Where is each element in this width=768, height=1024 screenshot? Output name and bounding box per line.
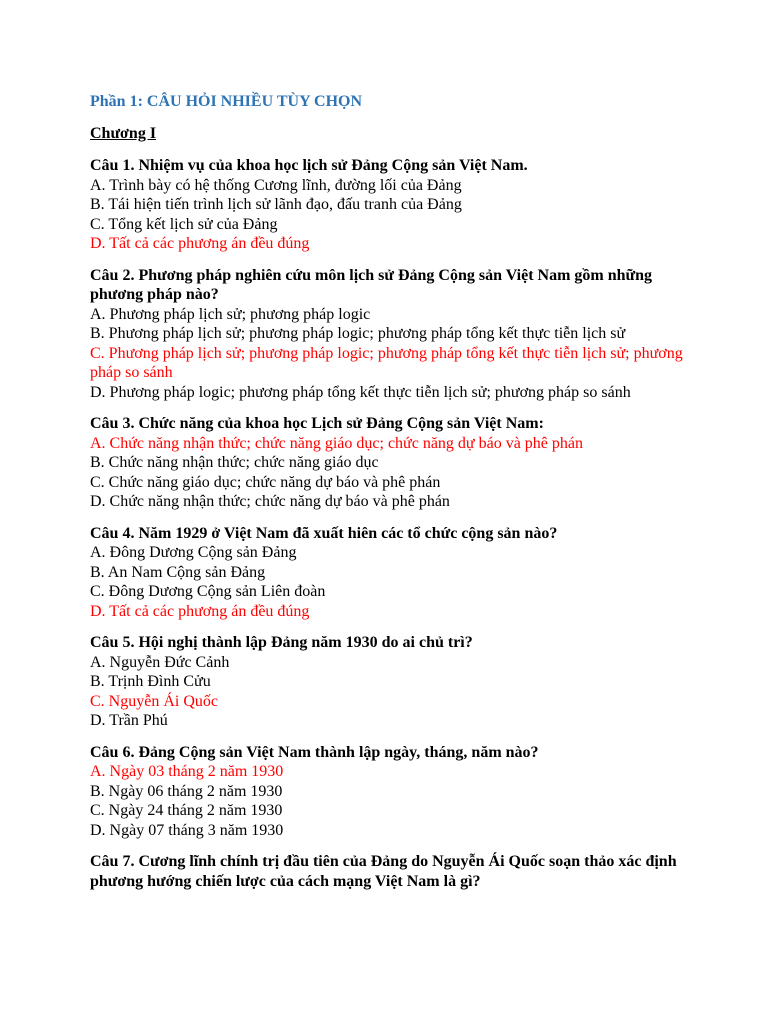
option-c-correct: C. Phương pháp lịch sử; phương pháp logic; phương pháp tổng kết thực tiễn lịch sử; phương pháp so sánh	[90, 344, 683, 381]
question-3	[90, 414, 690, 512]
question-text: Câu 2. Phương pháp nghiên cứu môn lịch sử Đảng Cộng sản Việt Nam gồm những phương pháp nào?	[90, 266, 653, 303]
document-page	[90, 92, 690, 891]
option-d: D. Ngày 07 tháng 3 năm 1930	[90, 821, 284, 839]
question-text: Câu 1. Nhiệm vụ của khoa học lịch sử Đảng Cộng sản Việt Nam.	[90, 157, 528, 174]
option-d: D. Chức năng nhận thức; chức năng dự báo và phê phán	[90, 493, 450, 510]
option-a-correct: A. Chức năng nhận thức; chức năng giáo dục; chức năng dự báo và phê phán	[90, 434, 583, 452]
option-b: B. Phương pháp lịch sử; phương pháp logic; phương pháp tổng kết thực tiễn lịch sử	[90, 325, 626, 342]
question-7	[90, 852, 690, 891]
option-a-correct: A. Ngày 03 tháng 2 năm 1930	[90, 763, 284, 780]
option-d: D. Phương pháp logic; phương pháp tổng kết thực tiễn lịch sử; phương pháp so sánh	[90, 383, 631, 401]
question-text: Câu 6. Đảng Cộng sản Việt Nam thành lập ngày, tháng, năm nào?	[90, 743, 539, 761]
question-text: Câu 5. Hội nghị thành lập Đảng năm 1930 do ai chủ trì?	[90, 634, 473, 651]
option-b: B. Chức năng nhận thức; chức năng giáo dục	[90, 454, 379, 471]
option-a: A. Nguyễn Đức Cảnh	[90, 653, 230, 671]
question-1	[90, 156, 690, 254]
section-title: Phần 1: CÂU HỎI NHIỀU TÙY CHỌN	[90, 93, 363, 110]
option-c: C. Ngày 24 tháng 2 năm 1930	[90, 802, 283, 819]
question-2	[90, 266, 690, 403]
option-a: A. Phương pháp lịch sử; phương pháp logic	[90, 305, 371, 323]
option-a: A. Đông Dương Cộng sản Đảng	[90, 544, 297, 561]
question-text: Câu 4. Năm 1929 ở Việt Nam đã xuất hiên các tổ chức cộng sản nào?	[90, 524, 558, 542]
question-text: Câu 3. Chức năng của khoa học Lịch sử Đảng Cộng sản Việt Nam:	[90, 415, 544, 432]
option-b: B. Ngày 06 tháng 2 năm 1930	[90, 782, 283, 800]
question-text: Câu 7. Cương lĩnh chính trị đầu tiên của Đảng do Nguyễn Ái Quốc soạn thảo xác định phương hướng chiến lược của cách mạng Việt Nam là gì?	[90, 853, 677, 890]
question-6	[90, 743, 690, 841]
option-b: B. An Nam Cộng sản Đảng	[90, 563, 266, 581]
option-d-correct: D. Tất cả các phương án đều đúng	[90, 602, 310, 620]
option-b: B. Tái hiện tiến trình lịch sử lãnh đạo, đấu tranh của Đảng	[90, 196, 462, 213]
option-c: C. Chức năng giáo dục; chức năng dự báo và phê phán	[90, 473, 441, 491]
question-4	[90, 524, 690, 622]
option-a: A. Trình bày có hệ thống Cương lĩnh, đường lối của Đảng	[90, 176, 462, 194]
option-c-correct: C. Nguyễn Ái Quốc	[90, 692, 218, 710]
chapter-title: Chương I	[90, 125, 157, 142]
option-d: D. Trần Phú	[90, 712, 168, 729]
question-5	[90, 633, 690, 731]
option-c: C. Tổng kết lịch sử của Đảng	[90, 215, 278, 233]
option-b: B. Trịnh Đình Cửu	[90, 673, 211, 690]
option-d-correct: D. Tất cả các phương án đều đúng	[90, 235, 310, 252]
option-c: C. Đông Dương Cộng sản Liên đoàn	[90, 583, 326, 600]
